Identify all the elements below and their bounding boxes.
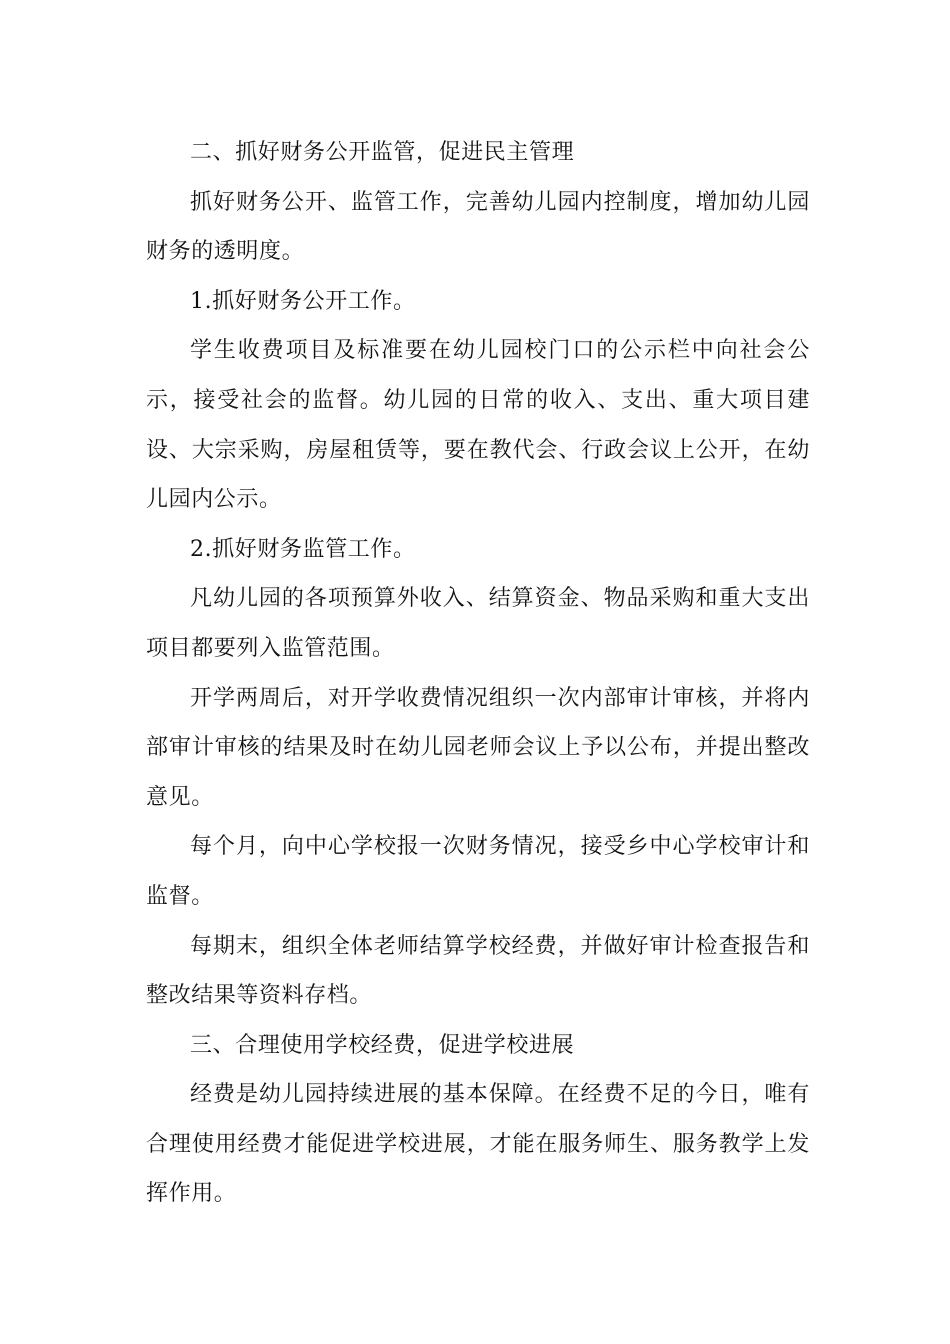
paragraph: 开学两周后，对开学收费情况组织一次内部审计审核，并将内部审计审核的结果及时在幼儿园老师会议上予以公布，并提出整改意见。 [146, 685, 810, 810]
paragraph: 凡幼儿园的各项预算外收入、结算资金、物品采购和重大支出项目都要列入监管范围。 [146, 586, 810, 661]
subheading-1: 1.抓好财务公开工作。 [190, 288, 416, 314]
paragraph: 每期末，组织全体老师结算学校经费，并做好审计检查报告和整改结果等资料存档。 [146, 933, 810, 1009]
document-body [146, 128, 810, 1219]
paragraph: 学生收费项目及标准要在幼儿园校门口的公示栏中向社会公示，接受社会的监督。幼儿园的日常的收入、支出、重大项目建设、大宗采购，房屋租赁等，要在教代会、行政会议上公开，在幼儿园内公示。 [146, 338, 810, 513]
paragraph: 经费是幼儿园持续进展的基本保障。在经费不足的今日，唯有合理使用经费才能促进学校进展，才能在服务师生、服务教学上发挥作用。 [146, 1082, 810, 1207]
paragraph: 抓好财务公开、监管工作，完善幼儿园内控制度，增加幼儿园财务的透明度。 [146, 189, 810, 265]
section-heading-2: 二、抓好财务公开监管，促进民主管理 [190, 140, 575, 165]
paragraph: 每个月，向中心学校报一次财务情况，接受乡中心学校审计和监督。 [146, 834, 810, 909]
section-heading-3: 三、合理使用学校经费，促进学校进展 [190, 1032, 575, 1058]
subheading-2: 2.抓好财务监管工作。 [190, 536, 416, 562]
